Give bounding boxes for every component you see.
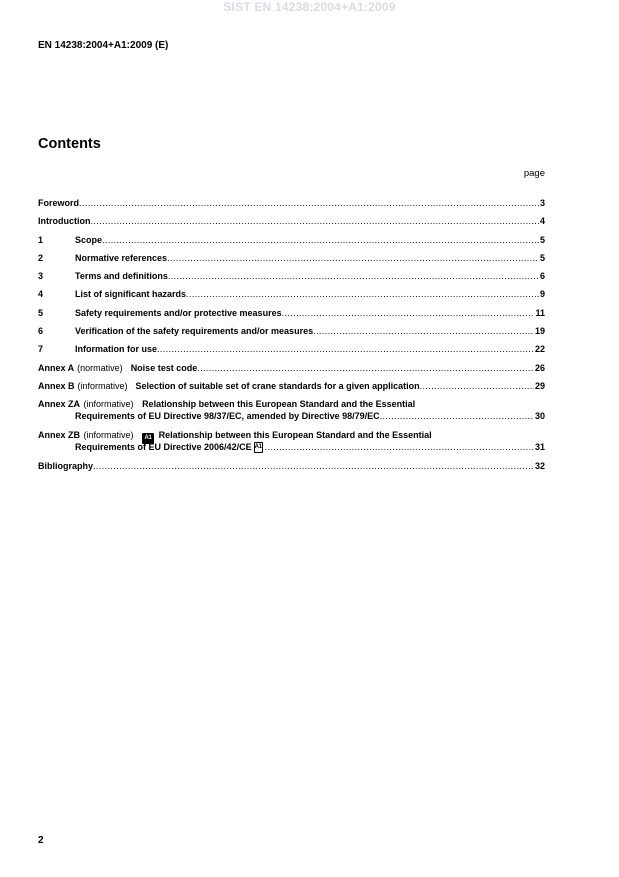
toc-entry-page: 3 <box>539 198 545 208</box>
annex-za-second-line <box>38 410 545 422</box>
toc-entry-title: Verification of the safety requirements and/or measures <box>75 326 314 336</box>
toc-entry-number: 5 <box>38 308 44 318</box>
annex-kind: (normative) <box>77 363 123 373</box>
toc-entry-number: 7 <box>38 344 44 354</box>
annex-zb-second-line <box>38 441 545 453</box>
toc-entry-page: 22 <box>534 344 545 354</box>
toc-entry-foreword[interactable] <box>38 197 545 209</box>
toc-entry-page: 11 <box>535 308 545 318</box>
toc-entry-page: 9 <box>539 289 545 299</box>
toc-entry-title: Information for use <box>75 344 158 354</box>
leader-dots <box>79 198 539 209</box>
toc-entry-number: 3 <box>38 271 44 281</box>
toc-entry-annex-b[interactable] <box>38 380 545 392</box>
leader-dots <box>313 326 534 337</box>
toc-entry-normative-references[interactable] <box>38 252 545 264</box>
annex-label: Annex ZB <box>38 430 81 440</box>
toc-entry-title: Safety requirements and/or protective measures <box>75 308 282 318</box>
toc-entry-safety-requirements[interactable] <box>38 307 545 319</box>
toc-entry-page: 26 <box>534 363 545 373</box>
toc-entry-number: 4 <box>38 289 44 299</box>
toc-entry-scope[interactable] <box>38 234 545 246</box>
toc-entry-verification[interactable] <box>38 325 545 337</box>
toc-entry-title: List of significant hazards <box>75 289 187 299</box>
toc-entry-bibliography[interactable] <box>38 460 545 472</box>
toc-entry-number: 6 <box>38 326 44 336</box>
toc-entry-title: Bibliography <box>38 461 94 471</box>
toc-entry-title: Terms and definitions <box>75 271 168 281</box>
leader-dots <box>93 461 534 472</box>
toc-entry-page: 5 <box>539 235 545 245</box>
amendment-end-marker-icon: A1 <box>254 442 263 453</box>
amendment-start-marker-icon: A1 <box>142 433 154 444</box>
toc-entry-significant-hazards[interactable] <box>38 288 545 300</box>
annex-kind: (informative) <box>83 399 134 409</box>
toc-entry-page: 5 <box>539 253 545 263</box>
leader-dots <box>197 363 534 374</box>
toc-entry-information-for-use[interactable] <box>38 343 545 355</box>
page-title: Contents <box>38 136 101 152</box>
leader-dots <box>91 216 539 227</box>
toc-entry-page: 31 <box>534 442 545 452</box>
toc-entry-introduction[interactable] <box>38 215 545 227</box>
toc-entry-page: 29 <box>534 381 545 391</box>
leader-dots <box>186 289 539 300</box>
toc-entry-page: 19 <box>534 326 545 336</box>
leader-dots <box>102 235 539 246</box>
toc-entry-annex-a[interactable] <box>38 362 545 374</box>
page-number: 2 <box>38 835 44 846</box>
toc-entry-title: Foreword <box>38 198 80 208</box>
leader-dots <box>168 271 539 282</box>
toc-entry-title: Selection of suitable set of crane standards for a given application <box>135 381 420 391</box>
page-column-label: page <box>523 168 545 179</box>
toc-entry-title: Introduction <box>38 216 91 226</box>
annex-kind: (informative) <box>83 430 134 440</box>
toc-entry-title: Normative references <box>75 253 168 263</box>
toc-entry-page: 32 <box>534 461 545 471</box>
toc-entry-title-continued: Requirements of EU Directive 98/37/EC, amended by Directive 98/79/EC <box>75 411 380 421</box>
toc-entry-number: 1 <box>38 235 44 245</box>
leader-dots <box>380 411 534 422</box>
toc-entry-title: Noise test code <box>130 363 198 373</box>
annex-kind: (informative) <box>77 381 128 391</box>
toc-entry-page: 6 <box>539 271 545 281</box>
leader-dots <box>420 381 534 392</box>
document-id: EN 14238:2004+A1:2009 (E) <box>38 40 169 51</box>
leader-dots <box>157 344 534 355</box>
toc-entry-number: 2 <box>38 253 44 263</box>
annex-label: Annex ZA <box>38 399 81 409</box>
toc-entry-title: Relationship between this European Standard and the Essential <box>142 399 416 409</box>
leader-dots <box>282 308 535 319</box>
leader-dots <box>167 253 539 264</box>
leader-dots <box>265 442 534 453</box>
toc-entry-terms-and-definitions[interactable] <box>38 270 545 282</box>
annex-label: Annex B <box>38 381 75 391</box>
toc-entry-page: 4 <box>539 216 545 226</box>
toc-entry-title-continued: Requirements of EU Directive 2006/42/CE <box>75 442 252 452</box>
toc-entry-title: Relationship between this European Standard and the Essential <box>158 430 432 440</box>
annex-label: Annex A <box>38 363 75 373</box>
toc-entry-title: Scope <box>75 235 103 245</box>
toc-entry-page: 30 <box>534 411 545 421</box>
watermark: SIST EN 14238:2004+A1:2009 <box>223 0 396 14</box>
